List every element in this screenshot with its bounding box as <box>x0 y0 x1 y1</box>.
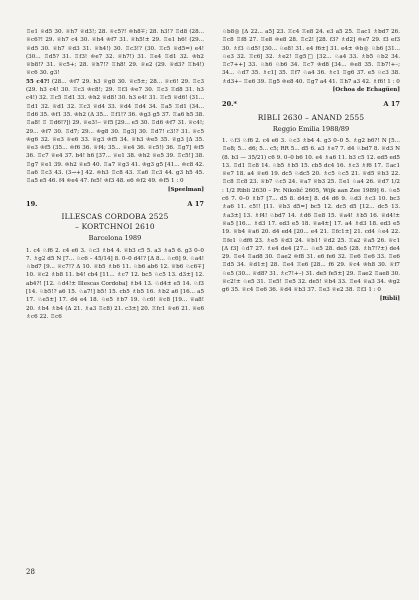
left-column <box>26 28 204 321</box>
black-player: – KORTCHNOI 2610 <box>75 222 155 232</box>
game-18-annotation-part2 <box>26 78 204 186</box>
game-19-continuation: ♘b8◎ [Δ 22... a5] 23. ♖c4 ♖e8 24. e3 a5 25. ♖ac1 ♗bd7 26. ♖c8 ♖f8 27. ♖e8 ♔e8 28. ♖c2! [28. f3? ♗d2] ♔e7 29. f3 ef3 30. ♗f3 ♘d5! [30... ♘e8! 31. e4 f6±] 31. e4± ♔b◎ ♘b6 [31... ♘e3 32. ♖c6] 32. ♗e2! ♖g5□ [32... ♘a4 33. ♗b5 ♘b2 34. ♖c7++] 33. ♘h6 ♘b6 34. ♖c7 ♔d8 [34... ♔e8 35. ♖b7!+–; 34... ♘d7 35. ♗c1] 35. ♖f7 ♘a4 36. ♗c1 ♖g6 37. e5 ♘c3 38. ♗d3+– ♖e6 39. ♖g5 ♔e8 40. ♖g7 a4 41. ♖h7 a3 42. ♗f6! 1 : 0 <box>222 29 400 85</box>
game-header <box>26 200 204 208</box>
white-player: ILLESCAS CORDOBA 2525 <box>61 212 169 222</box>
game-number: 19. <box>26 199 38 208</box>
move-score: 55 c4?! <box>26 78 50 85</box>
opening-code: A 17 <box>187 199 204 208</box>
annotator-name: [Ochoa de Echagüen] <box>332 87 400 94</box>
opening-code: A 17 <box>383 100 400 109</box>
game-19-moves: 1. c4 ♘f6 2. c4 e6 3. ♘c3 ♗b4 4. ♕b3 c5 5. a3 ♗a5 6. g3 0–0 7. ♗g2 d5 N [7... ♘c6 – 45/14] 8. 0–0 d4!? [Δ 8... ♘c6] 9. ♘a4! ♘bd7 [9... ♕c7!? Δ 10. ♕b5 ♗b6 11. ♘b6 ab6 12. ♕b6 ♘c6∓] 10. ♕c2 ♗b8 11. b4! cb4 [11... ♗c7 12. bc5 ♘c5 13. d3±] 12. ab4?! [12. ♘d4!± Illescas Cordoba] ♗b4 13. ♘d4± e5 14. ♘f3 [14. ♘b5!? a6 15. ♘a7!] b5! 15. cb5 ♗b5 16. ♗b2 a6 [16... a5 17. ♘e5±] 17. d4 e4 18. ♘e5 ♗b7 19. ♘c6! ♕c8 [19... ♕a8! 20. ♗b4 ♗b4 (Δ 21. ♗a3 ♖c8) 21. c3±] 20. ♖fc1 ♕e6 21. ♕e6 ♗c6 22. ♖c6 <box>26 247 204 320</box>
right-column <box>222 28 400 303</box>
event-place: Reggio Emilia 1988/89 <box>272 124 350 133</box>
players-line: RIBLI 2630 – ANAND 2555 <box>257 112 365 122</box>
page-number: 28 <box>26 568 35 576</box>
book-page <box>26 28 400 584</box>
annotation-text: (28... ♔f7 29. h3 ♕g8 30. ♕c5±; 28... ♕c6! 29. ♖c3 (29. h3 c4! 30. ♖c3 ♔c8!; 29. ♖f3 ♔e7 30. ♖c3 ♖d8 31. h3 c4!) 32. ♖c5 ♖d1 33. ♔h2 ♕d8! 30. h3 e4! 31. ♖c5 ♕d6! (31... ♖d1 32. ♕d1 32. ♖c3 ♕d4 33. ♕d4 ♖d4 34. ♖a5 ♖d1 (34... ♖d6 35. ♔f1 35. ♔h2 (Δ 35... ♖f1!? 36. ♔g3 g5 37. ♖a6 h5 38. ♖a8! ♖ ♖d6!?]) 29. ♕e3!-- ♕f5 [29... e5 30. ♖d6 ♔f7 31. ♕c4!; 29... ♔f7 30. ♖d7; 29... ♔g8 30. ♖g3] 30. ♖d7! c3!? 31. ♕c5 ♔g6 32. ♕e3 ♕e6 33. ♕g3 ♔f5 34. ♕h3 ♔e5 35. ♕g3 [Δ 35. ♕e3 ♔f5 (35... ♔f6 36. ♕f4; 35... ♕e4 36. ♕c5!) 36. ♖g7] ♔f5 36. ♖c7 ♕e4 37. b4! h6 [37... ♕e1 38. ♔h2 ♕e5 39. ♖c5!] 38. ♖g7 ♕e1 39. ♔h2 ♕e5 40. ♖a7 ♕g3 41. ♔g3 g5 [41... ♔c8 42. ♖a6 ♖c3 43. (3→+] 42. ♔h3 ♖c8 43. ♖a6 ♖c3 44. g3 h5 45. ♖a5 e5 46. f4 ♔e4 47. fe5! ♔f3 48. e6 ♔f2 49. ♔f5 1 : 0 <box>26 78 204 185</box>
game-20-moves: 1. ♘f3 ♘f6 2. c4 e6 3. ♘c3 ♗b4 4. g3 0–0 5. ♗g2 b6?! N [5... ♖e8; 5... d6; 5... c5; RR 5... d5 6. a3 ♗e7 7. d4 ♘bd7 8. ♕d3 N (8. b3 — 35/21) c6 9. 0–0 b6 10. e4 ♗a6 11. b3 c5 12. ed5 ed5 13. ♖d1 ♖c8 14. ♘b5 ♗b5 15. cb5 dc4 16. ♗c3 ♗f6 17. ♖ac1 ♕e7 18. a4 ♕e6 19. dc5 ♘dc5 20. ♗c5 ♘c5 21. ♕d5 ♕b3 22. ♖c8 ♖c8 23. ♕b7 ♘c5 24. ♕a7 ♕b3 25. ♖e1 ♘a4 26. ♕d7 1/2 : 1/2 Ribli 2630 – Pr. Nikolić 2605, Wijk aan Zee 1989] 6. ♘e5 c6 7. 0–0 ♗b7 [7... d5 8. d4±] 8. d4 d6 9. ♘d3 ♗c3 10. bc3 ♗a6 11. c5!! [11. ♕b3 d5=] bc5 12. dc5 d5 [12... dc5 13. ♗a3±] 13. ♗f4! ♘bd7 14. ♗d6 ♖e8 15. ♕a4! ♗b5 16. ♕d4!± ♕a5 [16... ♗d3 17. ed3 e5 18. ♕a4±] 17. a4 ♗d3 18. ed3 e5 19. ♕b4 ♕a6 20. d4 ed4 [20... e4 21. ♖fc1±] 21. cd4 ♘e4 22. ♖fe1 ♘df6 23. ♗e5 ♕d3 24. ♕b1! ♕d2 25. ♖a2 ♕a5 26. ♕c1 [Δ f3] ♘d7 27. ♗e4 de4 [27... ♘e5 28. de5 (28. ♗h7!?±) de4 29. ♖e4 ♖ad8 30. ♖ae2 ♔f8 31. e6 fe6 32. ♖e6 ♖e6 33. ♖e6 ♖d5 34. ♕d1±] 28. ♖e4 ♖e6 [28... f6 29. ♕c4 ♔h8 30. ♕f7 ♘e5 (30... ♕d8? 31. ♗c7!+–) 31. de5 fe5±] 29. ♖ae2 ♖ae8 30. ♕c2!± ♘e5 31. ♖e5! ♖e5 32. de5! ♕b4 33. ♖e4 ♕a3 34. ♔g2 g6 35. ♕c4 ♖e6 36. ♕d4 ♕b3 37. ♖e3 ♕e2 38. ♖f3 1 : 0 <box>222 137 400 294</box>
annotator-name: [Speelman] <box>167 186 204 193</box>
game-18-annotation-part1: ♖e1 ♕d5 30. ♕h7 ♕d3!; 28. ♕c5?! ♔h8∓; 28. h3!? ♖d8 (28... ♕c6?! 29. ♕h7 c4 30. ♕h4 ♔f7 31. ♕h5!± 29. ♖e1 h6! (29... ♕d5 30. ♕h7 ♕d3 31. ♕h4!) 30. ♖c3!? (30. ♖c5 ♕d5=) e4! (30... ♖d5? 31. ♖f3! ♔e7 32. ♕h7!) 31. ♖e4 ♖d1 32. ♔h2 ♕b8!? 31. ♕c5+; 28. ♕h7!? ♖h8! 29. ♕e2 (29. ♕d3? ♖h4!) ♕c6 30. g3! <box>26 29 204 77</box>
game-number: 20.* <box>222 100 237 109</box>
annotator-name: [Ribli] <box>379 295 400 302</box>
game-header <box>222 100 400 108</box>
event-place: Barcelona 1989 <box>88 234 142 243</box>
